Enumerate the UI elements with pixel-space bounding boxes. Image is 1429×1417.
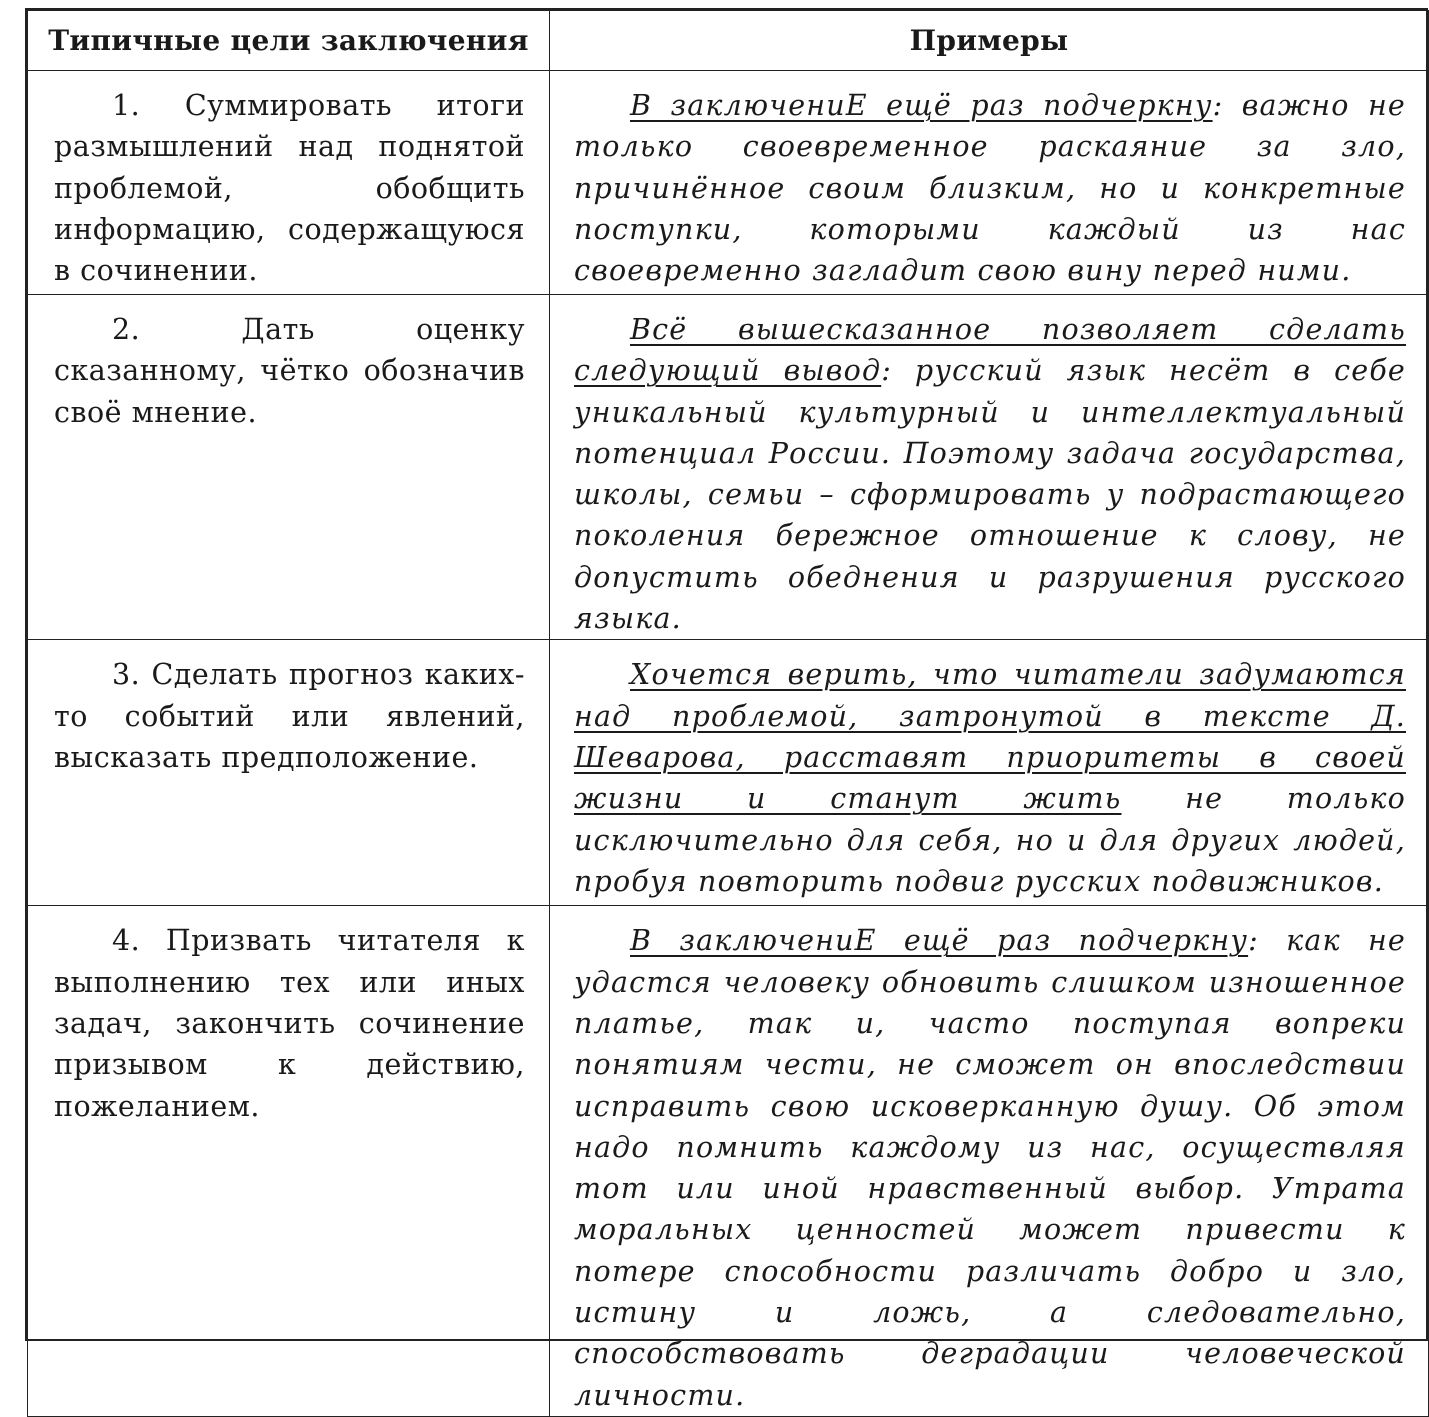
example-underlined-phrase: Всё вышесказанное позволяет сделать следующий вывод — [574, 313, 1406, 388]
goal-cell — [28, 71, 550, 295]
goal-cell — [28, 640, 550, 906]
goal-cell — [28, 906, 550, 1417]
example-text — [574, 85, 1406, 291]
example-underlined-phrase: В заключениЕ ещё раз подчеркну — [630, 924, 1249, 958]
example-cell — [550, 71, 1429, 295]
example-text — [574, 920, 1406, 1416]
goal-cell — [28, 295, 550, 640]
goal-text: 1. Суммировать итоги размышлений над поднятой проблемой, обобщить информацию, содержащуюся в сочинении. — [54, 89, 525, 288]
conclusion-goals-table — [27, 10, 1429, 1417]
table-row — [28, 71, 1429, 295]
example-body: : важно не только своевременное раскаяние за зло, причинённое своим близким, но и конкретные поступки, которыми каждый из нас своевременно загладит свою вину перед ними. — [574, 89, 1406, 288]
example-text — [574, 654, 1406, 902]
example-body: : русский язык несёт в себе уникальный культурный и интеллектуальный потенциал России. Поэтому задача государства, школы, семьи – сформировать у подрастающего поколения бережное отношение к слову, не допустить обеднения и разрушения русского языка. — [574, 354, 1406, 636]
example-cell — [550, 640, 1429, 906]
example-underlined-phrase: В заключениЕ ещё раз подчеркну — [630, 89, 1213, 122]
header-examples: Примеры — [550, 11, 1429, 71]
goal-text: 3. Сделать прогноз каких-то событий или явлений, высказать предположение. — [54, 658, 525, 774]
example-body: : как не удастся человеку обновить слишком изношенное платье, так и, часто поступая вопреки понятиям чести, не сможет он впоследствии исправить свою исковерканную душу. Об этом надо помнить каждому из нас, осуществляя тот или иной нравственный выбор. Утрата моральных ценностей может привести к потере способности различать добро и зло, истину и ложь, а следовательно, способствовать деградации человеческой личности. — [574, 924, 1406, 1412]
header-goals: Типичные цели заключения — [28, 11, 550, 71]
example-cell — [550, 906, 1429, 1417]
table-row — [28, 295, 1429, 640]
example-underlined-phrase: Хочется верить, что читатели задумаются над проблемой, затронутой в тексте Д. Шеварова, расставят приоритеты в своей жизни и станут жить — [574, 658, 1406, 816]
example-text — [574, 309, 1406, 639]
goal-text: 4. Призвать читателя к выполнению тех или иных задач, закончить сочинение призывом к действию, пожеланием. — [54, 924, 525, 1123]
table-row — [28, 906, 1429, 1417]
header-row — [28, 11, 1429, 71]
goal-text: 2. Дать оценку сказанному, чётко обозначив своё мнение. — [54, 313, 525, 429]
example-cell — [550, 295, 1429, 640]
conclusion-goals-table-frame — [25, 8, 1428, 1412]
table-row — [28, 640, 1429, 906]
example-body: не только исключительно для себя, но и для других людей, пробуя повторить подвиг русских подвижников. — [574, 782, 1406, 898]
